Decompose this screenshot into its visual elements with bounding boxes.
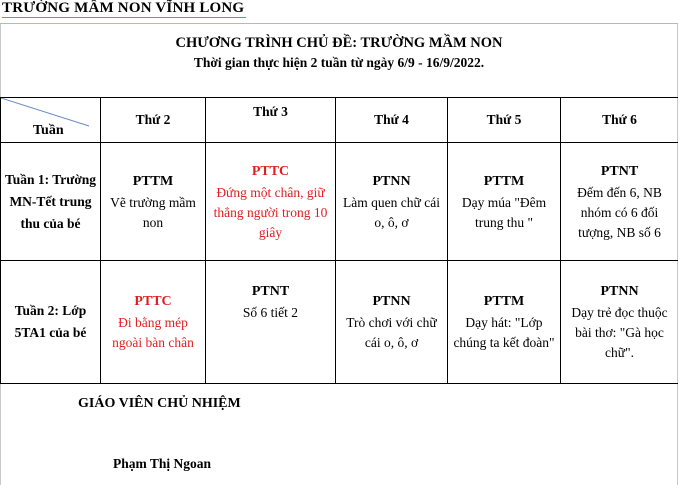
subject-code: PTTM [132,173,174,189]
schedule-cell [448,143,561,261]
corner-header-cell [1,98,101,143]
schedule-cell [561,261,678,384]
week-label: Tuần 2: Lớp 5TA1 của bé [1,261,101,384]
subject-code: PTNN [600,284,639,299]
schedule-cell [101,261,206,384]
activity-text: Làm quen chữ cái o, ô, ơ [343,194,440,230]
subject-code: PTTM [483,173,525,189]
day-header-fri: Thứ 6 [561,98,678,143]
corner-label: Tuần [33,123,64,138]
header-divider [0,23,678,24]
subject-code: PTTC [251,163,290,179]
day-header-tue: Thứ 3 [206,98,336,143]
schedule-cell [206,143,336,261]
subject-code: PTNN [372,294,411,309]
subject-code: PTTC [134,294,172,309]
table-row [1,143,678,261]
subject-code: PTNT [251,284,290,299]
week-label: Tuần 1: Trường MN-Tết trung thu của bé [1,143,101,261]
table-row [1,261,678,384]
schedule-cell [561,143,678,261]
day-header-thu: Thứ 5 [448,98,561,143]
subject-code: PTNT [600,163,639,179]
signature-name: Phạm Thị Ngoan [113,456,212,471]
schedule-cell [448,261,561,384]
activity-text: Đếm đến 6, NB nhóm có 6 đối tượng, NB số 6 [577,184,662,240]
day-header-mon: Thứ 2 [101,98,206,143]
activity-text: Dạy hát: "Lớp chúng ta kết đoàn" [453,315,555,350]
subject-code: PTNN [372,173,411,189]
school-name: TRƯỜNG MẦM NON VĨNH LONG [2,0,245,16]
activity-text: Dạy trẻ đọc thuộc bài thơ: "Gà học chữ". [571,305,668,360]
schedule-table [0,97,678,384]
activity-text: Số 6 tiết 2 [242,305,299,320]
activity-text: Vẽ trường mầm non [110,194,196,230]
day-header-wed: Thứ 4 [336,98,448,143]
signature-role: GIÁO VIÊN CHỦ NHIỆM [78,396,241,411]
school-name-underline [2,17,246,18]
activity-text: Đi bằng mép ngoài bàn chân [112,315,194,350]
subject-code: PTTM [483,294,525,309]
table-header-row [1,98,678,143]
activity-text: Dạy múa "Đêm trung thu " [461,194,547,230]
schedule-cell [206,261,336,384]
schedule-cell [336,143,448,261]
activity-text: Trò chơi với chữ cái o, ô, ơ [346,315,437,350]
schedule-cell [101,143,206,261]
schedule-cell [336,261,448,384]
page-title: CHƯƠNG TRÌNH CHỦ ĐỀ: TRƯỜNG MẦM NON [175,35,503,51]
activity-text: Đứng một chân, giữ thẳng người trong 10 giây [213,184,328,240]
page-subtitle: Thời gian thực hiện 2 tuần từ ngày 6/9 - 16/9/2022. [193,55,485,70]
